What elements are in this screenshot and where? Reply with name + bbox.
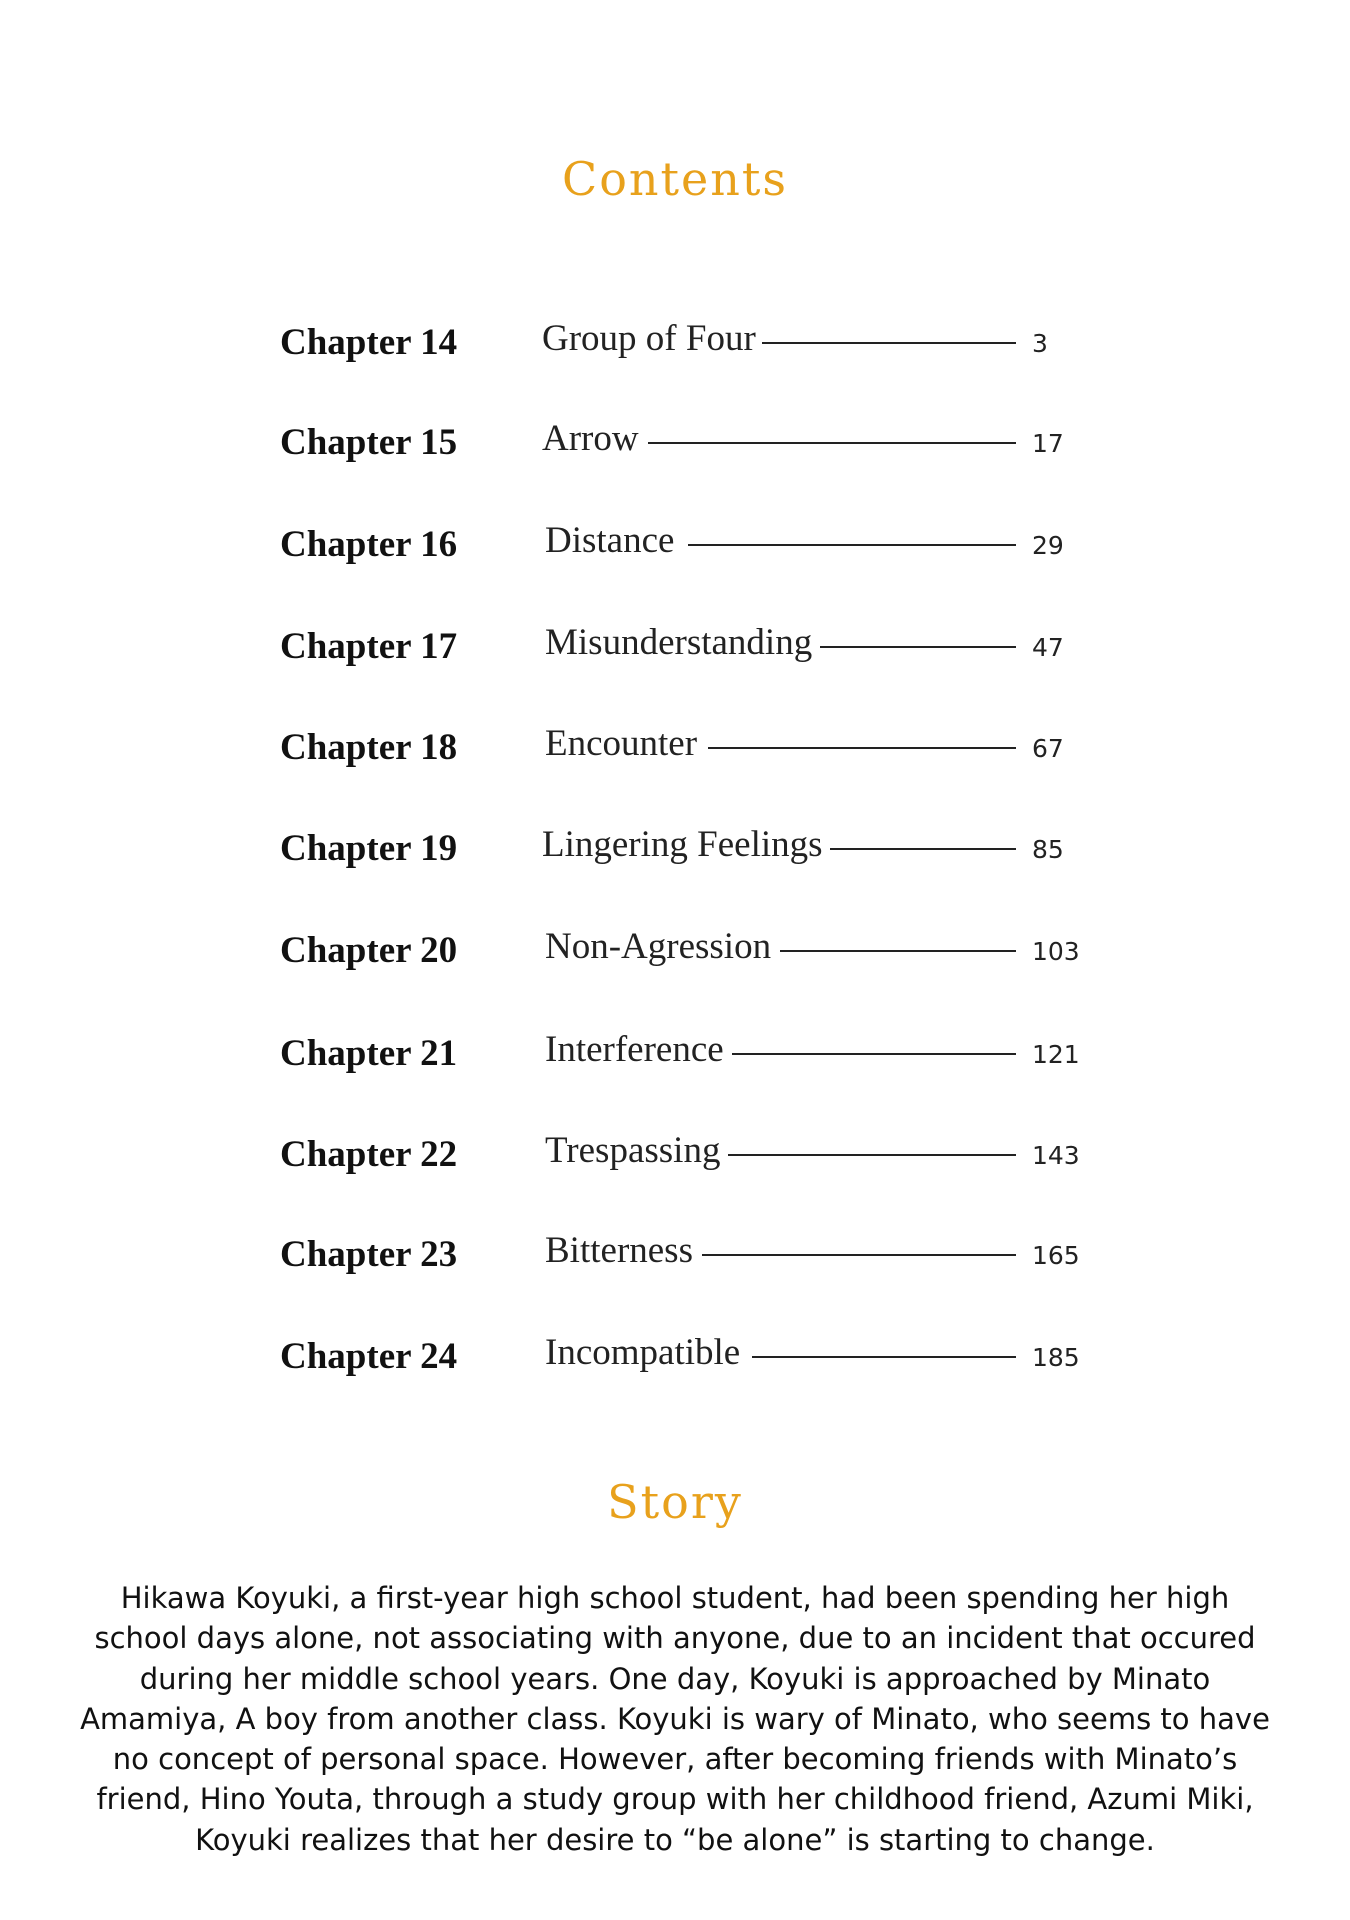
toc-row-ch15[interactable]	[0, 420, 1350, 480]
chapter-label: Chapter 16	[280, 524, 458, 565]
chapter-label: Chapter 20	[280, 930, 458, 971]
leader-line	[702, 1254, 1016, 1256]
chapter-title: Trespassing	[545, 1130, 721, 1171]
page-number: 17	[1032, 429, 1064, 458]
chapter-title: Incompatible	[545, 1332, 741, 1373]
toc-row-ch16[interactable]	[0, 522, 1350, 582]
leader-line	[688, 544, 1016, 546]
story-heading: Story	[607, 1475, 743, 1529]
chapter-title: Encounter	[545, 723, 698, 764]
chapter-label: Chapter 15	[280, 422, 458, 463]
chapter-title: Distance	[545, 520, 675, 561]
toc-row-ch21[interactable]	[0, 1031, 1350, 1091]
leader-line	[762, 342, 1016, 344]
page-number: 103	[1032, 937, 1080, 966]
page-number: 143	[1032, 1141, 1080, 1170]
chapter-label: Chapter 22	[280, 1134, 458, 1175]
leader-line	[780, 950, 1016, 952]
chapter-label: Chapter 14	[280, 322, 458, 363]
page-number: 185	[1032, 1343, 1080, 1372]
page-number: 165	[1032, 1241, 1080, 1270]
chapter-title: Lingering Feelings	[542, 824, 823, 865]
chapter-title: Non-Agression	[545, 926, 772, 967]
chapter-label: Chapter 19	[280, 828, 458, 869]
story-summary: Hikawa Koyuki, a first-year high school student, had been spending her high school days alone, not associating with anyone, due to an incident that occured during her middle school years. One day, Koyuki is approached by Minato Amamiya, A boy from another class. Koyuki is wary of Minato, who seems to have no concept of personal space. However, after becoming friends with Minato’s friend, Hino Youta, through a study group with her childhood friend, Azumi Miki, Koyuki realizes that her desire to “be alone” is starting to change.	[80, 1581, 1270, 1857]
chapter-label: Chapter 21	[280, 1033, 458, 1074]
page-number: 3	[1032, 329, 1048, 358]
page-number: 85	[1032, 835, 1064, 864]
chapter-title: Bitterness	[545, 1230, 693, 1271]
toc-row-ch18[interactable]	[0, 725, 1350, 785]
leader-line	[830, 848, 1016, 850]
leader-line	[752, 1356, 1016, 1358]
toc-row-ch20[interactable]	[0, 928, 1350, 988]
toc-row-ch24[interactable]	[0, 1334, 1350, 1394]
chapter-label: Chapter 23	[280, 1234, 458, 1275]
chapter-label: Chapter 24	[280, 1336, 458, 1377]
page-number: 47	[1032, 633, 1064, 662]
leader-line	[732, 1053, 1016, 1055]
chapter-label: Chapter 18	[280, 727, 458, 768]
toc-row-ch19[interactable]	[0, 826, 1350, 886]
page-number: 29	[1032, 531, 1064, 560]
chapter-title: Group of Four	[542, 318, 756, 359]
toc-row-ch14[interactable]	[0, 320, 1350, 380]
leader-line	[648, 442, 1016, 444]
leader-line	[708, 747, 1016, 749]
page-number: 67	[1032, 734, 1064, 763]
chapter-title: Misunderstanding	[545, 622, 813, 663]
chapter-label: Chapter 17	[280, 626, 458, 667]
toc-row-ch17[interactable]	[0, 624, 1350, 684]
chapter-title: Interference	[545, 1029, 724, 1070]
chapter-title: Arrow	[542, 418, 639, 459]
page-number: 121	[1032, 1040, 1080, 1069]
toc-row-ch22[interactable]	[0, 1132, 1350, 1192]
contents-heading: Contents	[562, 152, 788, 206]
toc-row-ch23[interactable]	[0, 1232, 1350, 1292]
leader-line	[728, 1154, 1016, 1156]
leader-line	[820, 646, 1016, 648]
